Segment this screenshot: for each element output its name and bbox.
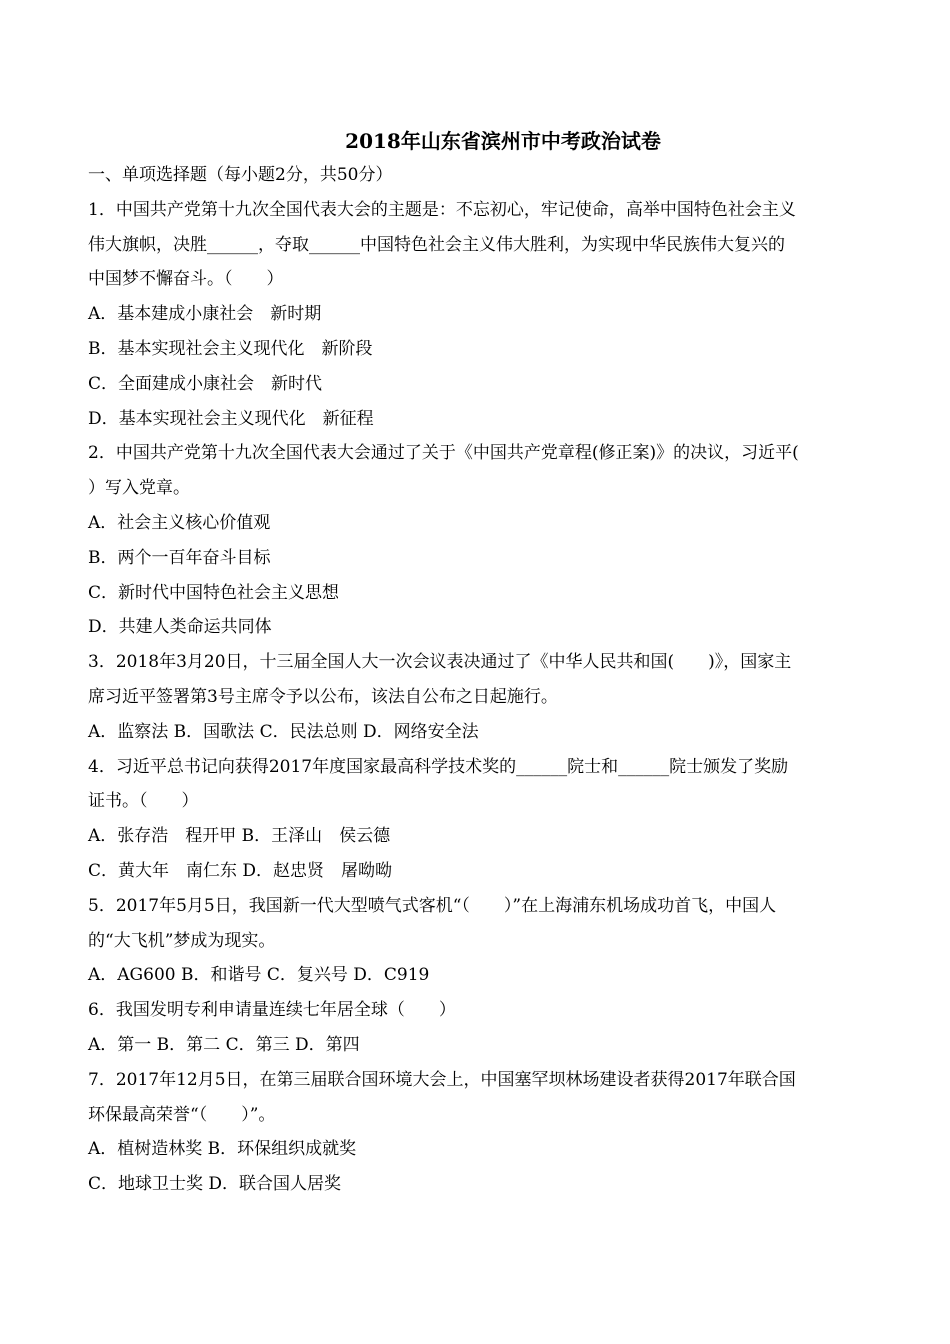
text-line: 伟大旗帜，决胜______，夺取______中国特色社会主义伟大胜利，为实现中华民族伟大复兴的: [88, 234, 785, 255]
option-line: D．基本实现社会主义现代化 新征程: [88, 408, 374, 429]
option-line: A．AG600 B．和谐号 C．复兴号 D．C919: [88, 965, 430, 986]
text-line: 环保最高荣誉“（ ）”。: [88, 1104, 276, 1125]
option-line: C．黄大年 南仁东 D．赵忠贤 屠呦呦: [88, 860, 393, 881]
section-heading: 一、单项选择题（每小题2分，共50分）: [88, 165, 393, 185]
option-line: C．地球卫士奖 D．联合国人居奖: [88, 1174, 342, 1195]
text-line: 的“大飞机”梦成为现实。: [88, 930, 276, 951]
text-line: 2．中国共产党第十九次全国代表大会通过了关于《中国共产党章程(修正案)》的决议，习近平(: [88, 443, 799, 464]
text-line: 席习近平签署第3号主席令予以公布，该法自公布之日起施行。: [88, 686, 558, 707]
exam-title: 2018年山东省滨州市中考政治试卷: [345, 129, 661, 153]
option-line: A．监察法 B．国歌法 C．民法总则 D．网络安全法: [88, 721, 479, 742]
option-line: C．全面建成小康社会 新时代: [88, 373, 323, 394]
text-line: 证书。（ ）: [88, 791, 199, 812]
text-line: ）写入党章。: [88, 478, 190, 499]
text-line: 7．2017年12月5日，在第三届联合国环境大会上，中国塞罕坝林场建设者获得2017年联合国: [88, 1069, 796, 1090]
text-line: 4．习近平总书记向获得2017年度国家最高科学技术奖的______院士和______院士颁发了奖励: [88, 756, 789, 777]
option-line: A．张存浩 程开甲 B．王泽山 侯云德: [88, 826, 391, 847]
text-line: 5．2017年5月5日，我国新一代大型喷气式客机“（ ）”在上海浦东机场成功首飞，中国人: [88, 895, 777, 916]
option-line: A．社会主义核心价值观: [88, 512, 271, 533]
option-line: B．基本实现社会主义现代化 新阶段: [88, 338, 373, 359]
text-line: 中国梦不懈奋斗。（ ）: [88, 269, 284, 290]
option-line: A．第一 B．第二 C．第三 D．第四: [88, 1034, 360, 1055]
option-line: B．两个一百年奋斗目标: [88, 547, 271, 568]
option-line: A．植树造林奖 B．环保组织成就奖: [88, 1139, 357, 1160]
option-line: C．新时代中国特色社会主义思想: [88, 582, 340, 603]
exam-page: [88, 124, 878, 1202]
text-line: 6．我国发明专利申请量连续七年居全球（ ）: [88, 1000, 456, 1021]
text-line: 1．中国共产党第十九次全国代表大会的主题是：不忘初心，牢记使命，高举中国特色社会主义: [88, 199, 796, 220]
option-line: D．共建人类命运共同体: [88, 617, 272, 638]
text-line: 3．2018年3月20日，十三届全国人大一次会议表决通过了《中华人民共和国( )》，国家主: [88, 652, 792, 673]
option-line: A．基本建成小康社会 新时期: [88, 304, 322, 325]
